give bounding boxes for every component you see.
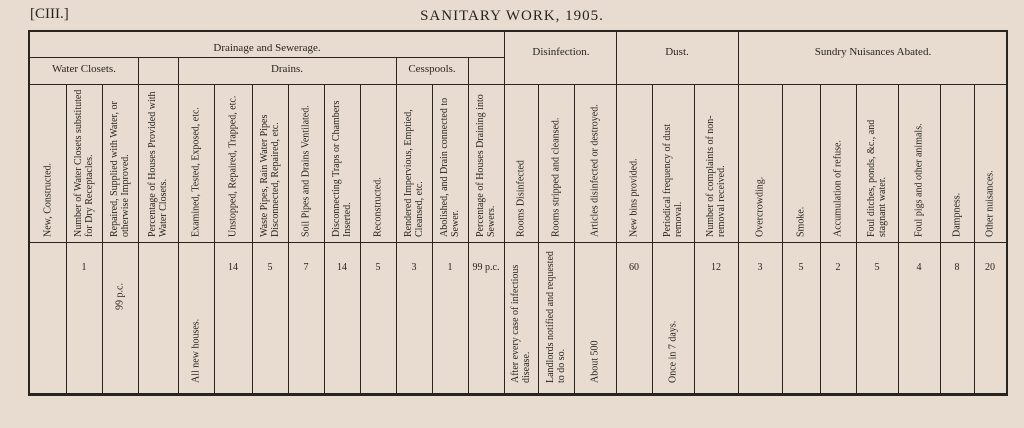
column-heading-cell [820, 86, 856, 240]
column-heading: New, Constructed. [42, 162, 54, 237]
column-heading-cell [940, 86, 974, 240]
column-value: Landlords notified and requested to do so. [545, 251, 567, 383]
column-value-cell [652, 246, 694, 386]
column-heading: Soil Pipes and Drains Ventilated. [300, 105, 312, 237]
column-value: 5 [798, 262, 804, 273]
group-water-closets: Water Closets. [52, 63, 116, 75]
column-heading-cell [468, 86, 504, 240]
group-disinfection: Disinfection. [532, 46, 590, 58]
column-value: 60 [629, 262, 639, 273]
column-value: 14 [337, 262, 347, 273]
column-value: 3 [411, 262, 417, 273]
column-value: 3 [757, 262, 763, 273]
column-value: 5 [375, 262, 381, 273]
column-value: 2 [835, 262, 841, 273]
column-heading: Rooms Disinfected [515, 160, 527, 237]
column-heading-cell [288, 86, 324, 240]
column-value-cell [504, 246, 538, 386]
column-heading: Disconnecting Traps or Chambers Inserted. [331, 100, 353, 237]
column-heading: Abolished, and Drain connected to Sewer. [439, 97, 461, 237]
column-value: 14 [228, 262, 238, 273]
group-drainage: Drainage and Sewerage. [213, 42, 321, 54]
group-dust: Dust. [665, 46, 689, 58]
group-sundry-nuisances: Sundry Nuisances Abated. [814, 46, 932, 58]
column-value: All new houses. [190, 318, 202, 383]
column-value: 1 [81, 262, 87, 273]
column-value-cell [178, 246, 214, 386]
column-value: 99 p.c. [114, 283, 126, 310]
column-heading-cell [616, 86, 652, 240]
column-heading: Periodical frequency of dust removal. [662, 123, 684, 237]
column-heading-cell [324, 86, 360, 240]
column-heading: New bins provided. [628, 158, 640, 237]
column-value: 7 [303, 262, 309, 273]
column-heading: Dampness. [951, 192, 963, 237]
column-value: 20 [985, 262, 995, 273]
column-heading-cell [782, 86, 820, 240]
column-heading-cell [694, 86, 738, 240]
column-heading: Accumulation of refuse. [832, 140, 844, 237]
column-heading-cell [214, 86, 252, 240]
column-heading: Repaired, Supplied with Water, or otherwise Improved. [109, 101, 131, 237]
column-heading: Number of complaints of non-removal received. [705, 115, 727, 237]
column-heading-cell [974, 86, 1006, 240]
column-heading-cell [856, 86, 898, 240]
column-value: 4 [916, 262, 922, 273]
column-heading-cell [738, 86, 782, 240]
column-heading: Rendered Impervious, Emptied, Cleansed, etc. [403, 109, 425, 237]
column-heading-cell [504, 86, 538, 240]
column-value-cell [538, 246, 574, 386]
column-heading: Smoke. [795, 206, 807, 237]
column-heading: Percentage of Houses Provided with Water Closets. [147, 91, 169, 237]
column-heading-cell [138, 86, 178, 240]
column-value: Once in 7 days. [667, 320, 679, 383]
column-heading: Foul ditches, ponds, &c., and stagnant water. [866, 119, 888, 237]
rule [30, 84, 1006, 85]
column-heading: Reconstructed. [372, 177, 384, 237]
column-value: 5 [874, 262, 880, 273]
column-heading: Number of Water Closets substituted for Dry Receptacles. [73, 89, 95, 237]
column-heading-cell [574, 86, 616, 240]
column-heading-cell [30, 86, 66, 240]
column-heading-cell [652, 86, 694, 240]
column-value: 5 [267, 262, 273, 273]
column-heading-cell [898, 86, 940, 240]
column-heading: Waste Pipes, Rain Water Pipes Disconnected, Repaired, etc. [259, 114, 281, 237]
column-heading: Examined, Tested, Exposed, etc. [190, 107, 202, 237]
column-heading-cell [432, 86, 468, 240]
column-heading: Foul pigs and other animals. [913, 123, 925, 237]
column-heading-cell [360, 86, 396, 240]
column-heading: Unstopped, Repaired, Trapped, etc. [227, 95, 239, 237]
column-value: 99 p.c. [472, 262, 500, 273]
column-value-cell [102, 252, 138, 312]
column-value: About 500 [589, 340, 601, 383]
section-number: [CIII.] [30, 6, 69, 22]
column-heading-cell [396, 86, 432, 240]
sanitary-work-table [28, 30, 1008, 396]
column-heading-cell [102, 86, 138, 240]
group-drains: Drains. [270, 63, 304, 75]
column-heading-cell [66, 86, 102, 240]
column-value: After every case of infectious disease. [510, 264, 532, 383]
column-heading: Overcrowding. [754, 176, 766, 237]
column-heading-cell [178, 86, 214, 240]
column-heading: Rooms stripped and cleansed. [550, 117, 562, 237]
column-heading: Percentage of Houses Draining into Sewers. [475, 94, 497, 237]
column-heading: Other nuisances. [984, 170, 996, 237]
column-value: 1 [447, 262, 453, 273]
column-value: 12 [711, 262, 721, 273]
column-heading: Articles disinfected or destroyed. [589, 104, 601, 237]
page-title: SANITARY WORK, 1905. [420, 8, 604, 24]
rule [30, 57, 504, 58]
column-value: 8 [954, 262, 960, 273]
page-header [0, 0, 1024, 30]
rule [30, 242, 1006, 243]
column-heading-cell [252, 86, 288, 240]
column-value-cell [574, 246, 616, 386]
group-cesspools: Cesspools. [408, 63, 456, 75]
column-heading-cell [538, 86, 574, 240]
